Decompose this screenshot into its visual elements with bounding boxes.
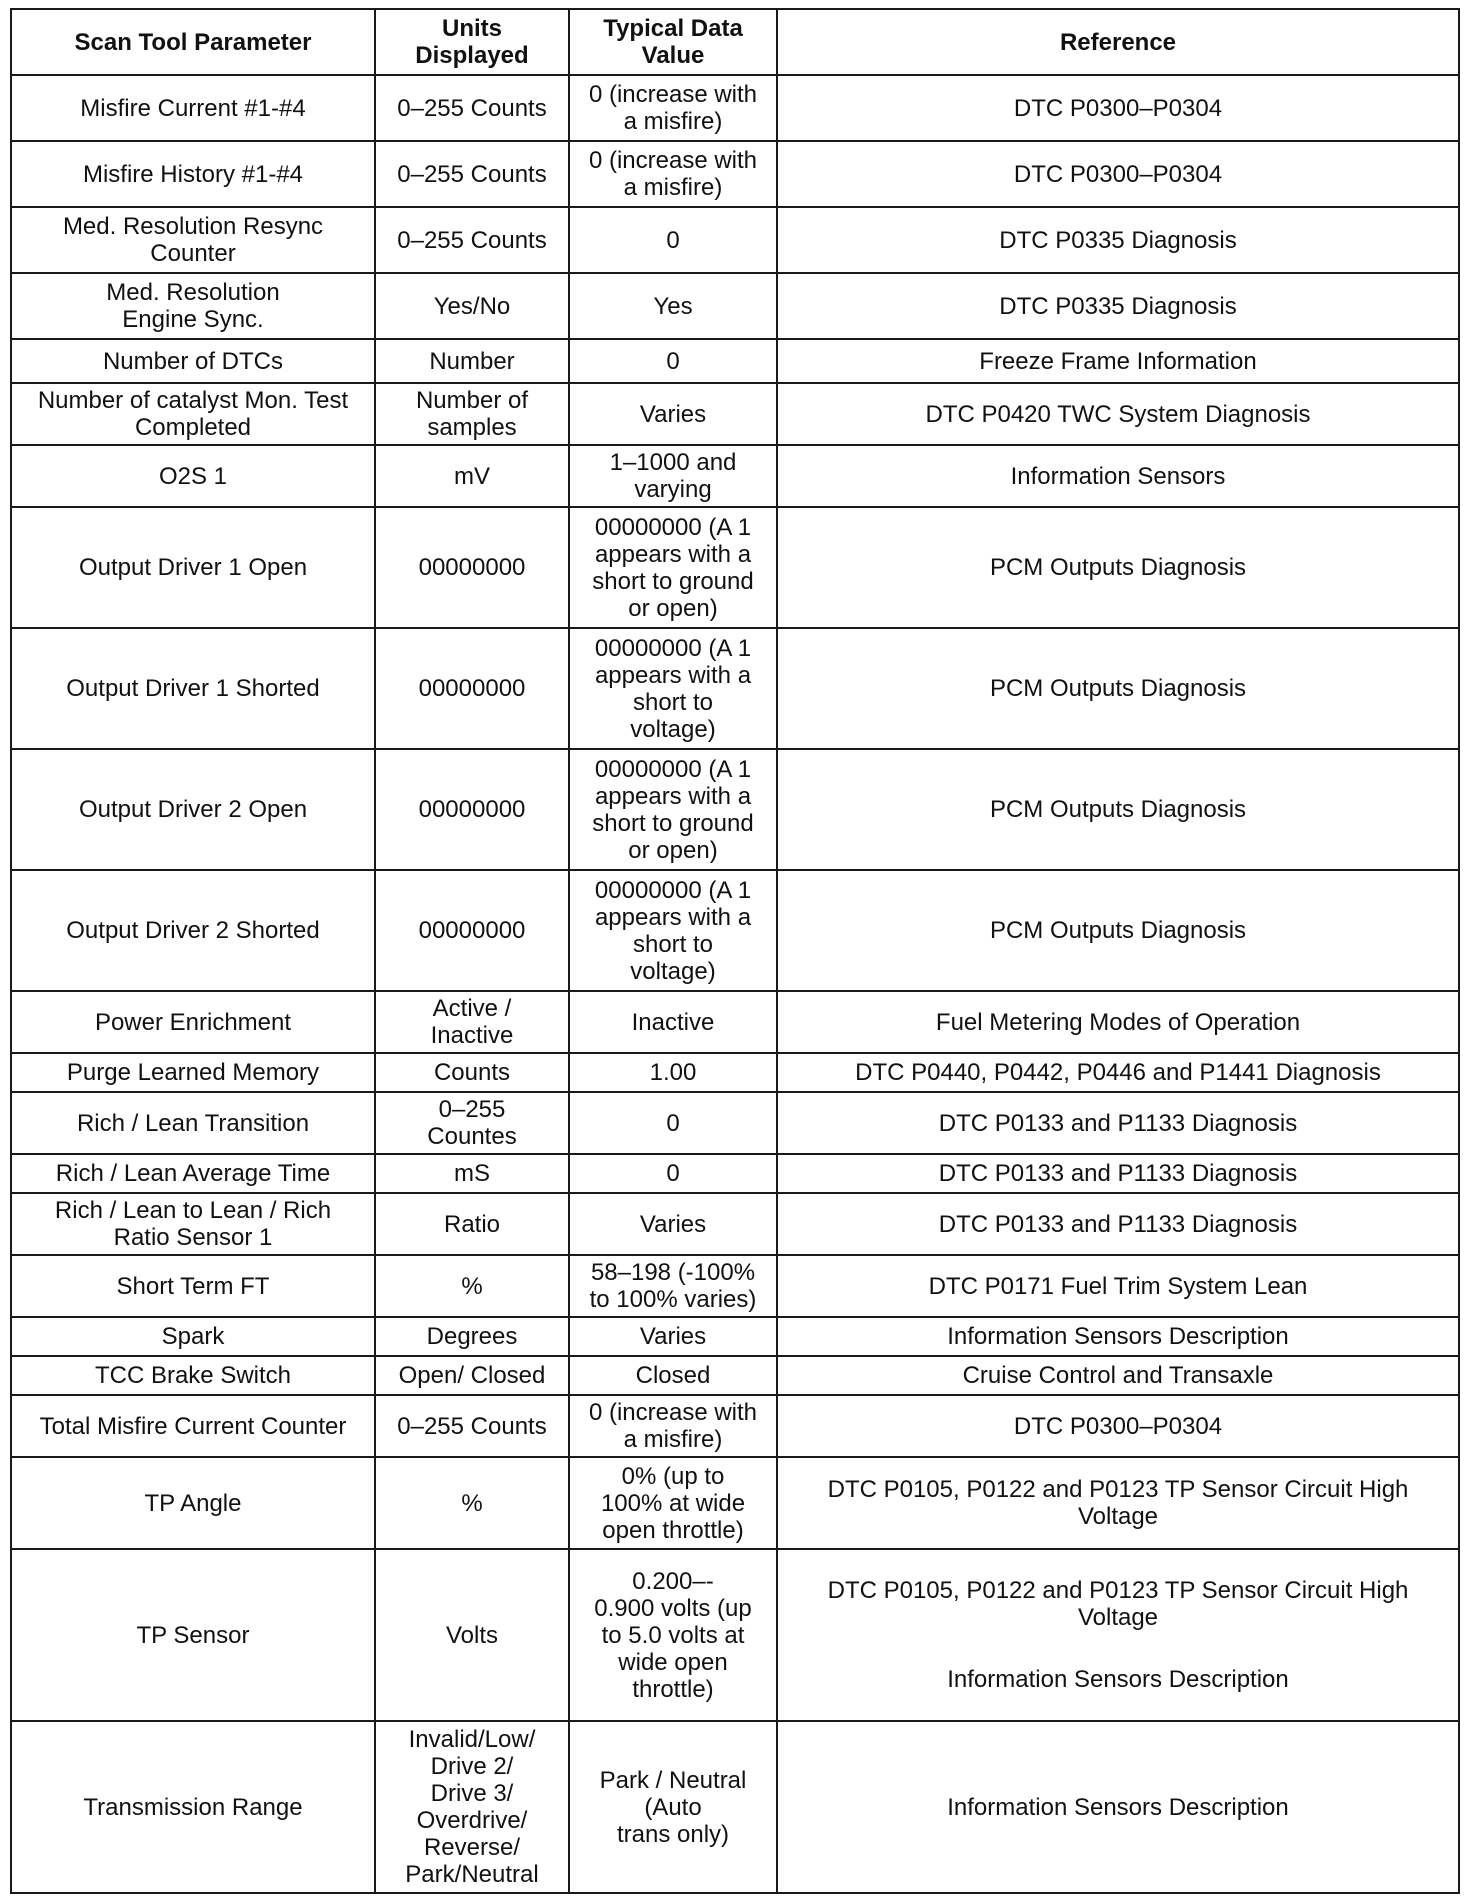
cell-units: 00000000	[375, 507, 569, 628]
table-row	[11, 1317, 1459, 1356]
cell-parameter: Rich / Lean Average Time	[11, 1154, 375, 1193]
table-row	[11, 991, 1459, 1053]
table-row	[11, 1193, 1459, 1255]
cell-units: Open/ Closed	[375, 1356, 569, 1395]
table-row	[11, 75, 1459, 141]
cell-parameter: Power Enrichment	[11, 991, 375, 1053]
cell-reference: PCM Outputs Diagnosis	[777, 507, 1459, 628]
cell-typical: 0% (up to 100% at wide open throttle)	[569, 1457, 777, 1549]
cell-typical: Closed	[569, 1356, 777, 1395]
cell-reference: DTC P0133 and P1133 Diagnosis	[777, 1092, 1459, 1154]
cell-parameter: Output Driver 1 Open	[11, 507, 375, 628]
table-row	[11, 1356, 1459, 1395]
cell-parameter: Purge Learned Memory	[11, 1053, 375, 1092]
cell-reference: DTC P0300–P0304	[777, 1395, 1459, 1457]
cell-units: Number	[375, 339, 569, 383]
cell-typical: Park / Neutral (Auto trans only)	[569, 1721, 777, 1893]
cell-typical: Yes	[569, 273, 777, 339]
cell-units: 00000000	[375, 628, 569, 749]
cell-reference: DTC P0133 and P1133 Diagnosis	[777, 1154, 1459, 1193]
cell-units: Number of samples	[375, 383, 569, 445]
cell-reference: DTC P0171 Fuel Trim System Lean	[777, 1255, 1459, 1317]
document-page	[10, 8, 1458, 1894]
header-typical-data-value: Typical Data Value	[569, 9, 777, 75]
cell-reference: DTC P0133 and P1133 Diagnosis	[777, 1193, 1459, 1255]
cell-reference: Information Sensors	[777, 445, 1459, 507]
table-row	[11, 628, 1459, 749]
cell-reference-line: DTC P0105, P0122 and P0123 TP Sensor Circuit High Voltage	[827, 1577, 1409, 1631]
table-row	[11, 273, 1459, 339]
table-row	[11, 141, 1459, 207]
table-row	[11, 1092, 1459, 1154]
cell-units: 0–255 Counts	[375, 207, 569, 273]
table-row	[11, 1053, 1459, 1092]
cell-reference: Freeze Frame Information	[777, 339, 1459, 383]
cell-units: 0–255 Counts	[375, 75, 569, 141]
cell-typical: Varies	[569, 1317, 777, 1356]
cell-reference-line: Information Sensors Description	[947, 1666, 1289, 1693]
cell-units: Ratio	[375, 1193, 569, 1255]
header-reference: Reference	[777, 9, 1459, 75]
cell-parameter: Transmission Range	[11, 1721, 375, 1893]
cell-units: 0–255 Counts	[375, 1395, 569, 1457]
table-row	[11, 1457, 1459, 1549]
cell-typical: 0	[569, 1092, 777, 1154]
cell-reference: DTC P0300–P0304	[777, 141, 1459, 207]
cell-typical: 00000000 (A 1 appears with a short to voltage)	[569, 628, 777, 749]
cell-parameter: O2S 1	[11, 445, 375, 507]
cell-units: Counts	[375, 1053, 569, 1092]
cell-units: mS	[375, 1154, 569, 1193]
cell-reference: DTC P0440, P0442, P0446 and P1441 Diagnosis	[777, 1053, 1459, 1092]
cell-parameter: TP Angle	[11, 1457, 375, 1549]
cell-units: mV	[375, 445, 569, 507]
cell-reference: DTC P0105, P0122 and P0123 TP Sensor Circuit High Voltage	[777, 1457, 1459, 1549]
cell-parameter: Number of catalyst Mon. Test Completed	[11, 383, 375, 445]
cell-units: %	[375, 1457, 569, 1549]
cell-units: 0–255 Countes	[375, 1092, 569, 1154]
cell-typical: 00000000 (A 1 appears with a short to ground or open)	[569, 507, 777, 628]
cell-typical: 58–198 (-100% to 100% varies)	[569, 1255, 777, 1317]
cell-units: Degrees	[375, 1317, 569, 1356]
cell-reference: Information Sensors Description	[777, 1721, 1459, 1893]
cell-typical: 0	[569, 339, 777, 383]
cell-reference: PCM Outputs Diagnosis	[777, 749, 1459, 870]
header-scan-tool-parameter: Scan Tool Parameter	[11, 9, 375, 75]
cell-units: Active / Inactive	[375, 991, 569, 1053]
cell-reference: Information Sensors Description	[777, 1317, 1459, 1356]
cell-parameter: Rich / Lean Transition	[11, 1092, 375, 1154]
cell-units: 0–255 Counts	[375, 141, 569, 207]
table-header-row	[11, 9, 1459, 75]
scan-tool-data-table	[10, 8, 1460, 1894]
cell-typical: 0 (increase with a misfire)	[569, 75, 777, 141]
cell-parameter: Med. Resolution Resync Counter	[11, 207, 375, 273]
cell-typical: 1–1000 and varying	[569, 445, 777, 507]
table-row	[11, 1255, 1459, 1317]
cell-reference: Fuel Metering Modes of Operation	[777, 991, 1459, 1053]
cell-parameter: Misfire Current #1-#4	[11, 75, 375, 141]
cell-typical: Inactive	[569, 991, 777, 1053]
cell-parameter: Misfire History #1-#4	[11, 141, 375, 207]
cell-typical: Varies	[569, 383, 777, 445]
cell-typical: Varies	[569, 1193, 777, 1255]
cell-units: Yes/No	[375, 273, 569, 339]
table-row	[11, 1549, 1459, 1721]
cell-units: Volts	[375, 1549, 569, 1721]
table-row	[11, 207, 1459, 273]
table-row	[11, 507, 1459, 628]
table-row	[11, 749, 1459, 870]
cell-parameter: Spark	[11, 1317, 375, 1356]
cell-units: Invalid/Low/ Drive 2/ Drive 3/ Overdrive/ Reverse/ Park/Neutral	[375, 1721, 569, 1893]
cell-typical: 0.200–- 0.900 volts (up to 5.0 volts at wide open throttle)	[569, 1549, 777, 1721]
table-row	[11, 1395, 1459, 1457]
table-row	[11, 339, 1459, 383]
cell-reference	[777, 1549, 1459, 1721]
cell-parameter: Output Driver 1 Shorted	[11, 628, 375, 749]
table-row	[11, 1721, 1459, 1893]
table-row	[11, 870, 1459, 991]
cell-parameter: Rich / Lean to Lean / Rich Ratio Sensor 1	[11, 1193, 375, 1255]
cell-typical: 00000000 (A 1 appears with a short to ground or open)	[569, 749, 777, 870]
table-row	[11, 383, 1459, 445]
cell-reference: Cruise Control and Transaxle	[777, 1356, 1459, 1395]
cell-reference: DTC P0335 Diagnosis	[777, 273, 1459, 339]
cell-typical: 0	[569, 207, 777, 273]
cell-reference: DTC P0335 Diagnosis	[777, 207, 1459, 273]
cell-typical: 0 (increase with a misfire)	[569, 1395, 777, 1457]
cell-parameter: TCC Brake Switch	[11, 1356, 375, 1395]
table-row	[11, 445, 1459, 507]
cell-parameter: Output Driver 2 Open	[11, 749, 375, 870]
cell-parameter: TP Sensor	[11, 1549, 375, 1721]
cell-units: %	[375, 1255, 569, 1317]
cell-units: 00000000	[375, 749, 569, 870]
cell-parameter: Short Term FT	[11, 1255, 375, 1317]
cell-parameter: Med. Resolution Engine Sync.	[11, 273, 375, 339]
cell-reference: PCM Outputs Diagnosis	[777, 628, 1459, 749]
cell-reference: DTC P0300–P0304	[777, 75, 1459, 141]
cell-reference: DTC P0420 TWC System Diagnosis	[777, 383, 1459, 445]
cell-typical: 0	[569, 1154, 777, 1193]
cell-typical: 1.00	[569, 1053, 777, 1092]
cell-reference: PCM Outputs Diagnosis	[777, 870, 1459, 991]
cell-parameter: Total Misfire Current Counter	[11, 1395, 375, 1457]
cell-parameter: Number of DTCs	[11, 339, 375, 383]
cell-units: 00000000	[375, 870, 569, 991]
cell-typical: 00000000 (A 1 appears with a short to voltage)	[569, 870, 777, 991]
cell-typical: 0 (increase with a misfire)	[569, 141, 777, 207]
header-units-displayed: Units Displayed	[375, 9, 569, 75]
cell-parameter: Output Driver 2 Shorted	[11, 870, 375, 991]
table-row	[11, 1154, 1459, 1193]
